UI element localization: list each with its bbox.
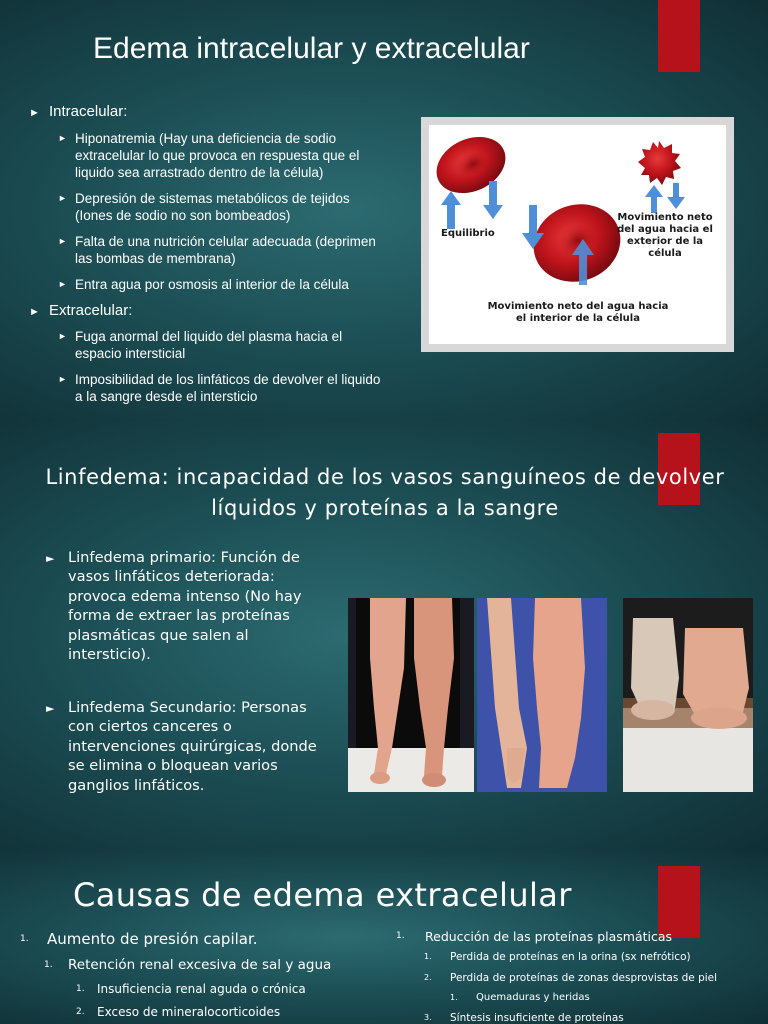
slide-title: Causas de edema extracelular [73,876,572,914]
arrow-up-icon [441,191,461,229]
sub-bullet [58,130,385,181]
sub-bullet-text: Imposibilidad de los linfáticos de devolver el liquido a la sangre desde el intersticio [75,372,381,404]
feet-illustration [623,598,753,792]
list-item-level3 [76,982,306,996]
sub-bullet-text: Hiponatremia (Hay una deficiencia de sodio extracelular lo que provoca en respuesta que el liquido sea arrastrado dentro de la célula) [75,131,360,180]
triangle-bullet-icon: ► [46,702,55,715]
triangle-bullet-icon: ► [46,552,55,565]
bullet-intracelular [29,103,128,121]
list-number: 1. [44,960,53,970]
triangle-bullet-icon: ► [29,306,40,318]
list-text: Síntesis insuficiente de proteínas [450,1012,624,1024]
sub-bullet-text: Falta de una nutrición celular adecuada (deprimen las bombas de membrana) [75,234,376,266]
list-text: Insuficiencia renal aguda o crónica [97,982,306,996]
list-item-level3 [450,992,590,1003]
list-item-level2 [424,972,717,984]
list-number: 1. [20,934,29,944]
list-text: Retención renal excesiva de sal y agua [68,957,332,973]
sub-bullet [58,276,385,293]
list-number: 2. [424,973,432,982]
list-item-level3 [76,1005,280,1019]
sub-bullet-text: Fuga anormal del liquido del plasma hacia el espacio intersticial [75,329,343,361]
list-item-level2 [44,957,331,973]
list-item-level1 [396,929,672,944]
lymphedema-bullet [46,548,330,664]
arms-illustration [477,598,607,792]
sub-bullet [58,190,385,224]
list-text: Perdida de proteínas de zonas desprovistas de piel [450,972,718,984]
arrow-down-icon [483,181,503,219]
label-equilibrio: Equilibrio [441,228,495,239]
list-number: 1. [424,952,432,961]
sub-bullet [58,328,385,362]
bullet-extracelular [29,302,133,320]
red-blood-cell-diagram [421,117,734,352]
list-number: 3. [424,1013,432,1022]
list-number: 2. [76,1007,85,1017]
sub-bullet-text: Depresión de sistemas metabólicos de tejidos (Iones de sodio no son bombeados) [75,191,350,223]
list-item-level1 [20,930,258,948]
equilibrium-cell [429,126,515,204]
list-text: Exceso de mineralocorticoides [97,1005,281,1019]
photo-legs-lymphedema [348,598,474,792]
accent-red-bar [658,866,700,938]
triangle-bullet-icon: ► [29,107,40,119]
list-text: Perdida de proteínas en la orina (sx nefrótico) [450,951,691,963]
slide-title: Edema intracelular y extracelular [93,32,530,65]
list-text: Reducción de las proteínas plasmáticas [425,929,673,944]
arrow-up-icon [645,185,663,213]
list-number: 1. [396,931,405,941]
sub-bullet-text: Entra agua por osmosis al interior de la célula [75,277,349,292]
crenated-cell [638,141,681,185]
list-item-level2 [424,1012,624,1024]
sub-bullet [58,233,385,267]
list-number: 1. [76,984,85,994]
bullet-text: Linfedema primario: Función de vasos linfáticos deteriorada: provoca edema intenso (No hay forma de extraer las proteínas plasmáticas que salen al intersticio). [68,549,302,664]
list-text: Aumento de presión capilar. [47,930,258,948]
bullet-label: Intracelular: [49,103,128,120]
bullet-label: Extracelular: [49,302,133,319]
label-interior: Movimiento neto del agua hacia el interior de la célula [487,301,669,324]
arrow-down-icon [667,183,685,209]
bullet-text: Linfedema Secundario: Personas con ciertos canceres o intervenciones quirúrgicas, donde se elimina o bloquean varios ganglios linfáticos. [68,699,317,794]
accent-red-bar [658,0,700,72]
diagram-canvas [429,125,726,344]
triangle-bullet-icon: ► [58,279,67,289]
triangle-bullet-icon: ► [58,236,67,246]
triangle-bullet-icon: ► [58,331,67,341]
lymphedema-bullet [46,698,330,795]
list-number: 1. [450,993,458,1002]
photo-arms-lymphedema [477,598,607,792]
triangle-bullet-icon: ► [58,133,67,143]
sub-bullet [58,371,385,405]
label-exterior: Movimiento neto del agua hacia el exterior de la célula [617,212,713,259]
triangle-bullet-icon: ► [58,374,67,384]
list-item-level2 [424,951,691,963]
legs-illustration [348,598,474,792]
slide-title: Linfedema: incapacidad de los vasos sanguíneos de devolver líquidos y proteínas a la sangre [45,465,725,520]
list-text: Quemaduras y heridas [476,992,590,1003]
triangle-bullet-icon: ► [58,193,67,203]
photo-feet-lymphedema [623,598,753,792]
